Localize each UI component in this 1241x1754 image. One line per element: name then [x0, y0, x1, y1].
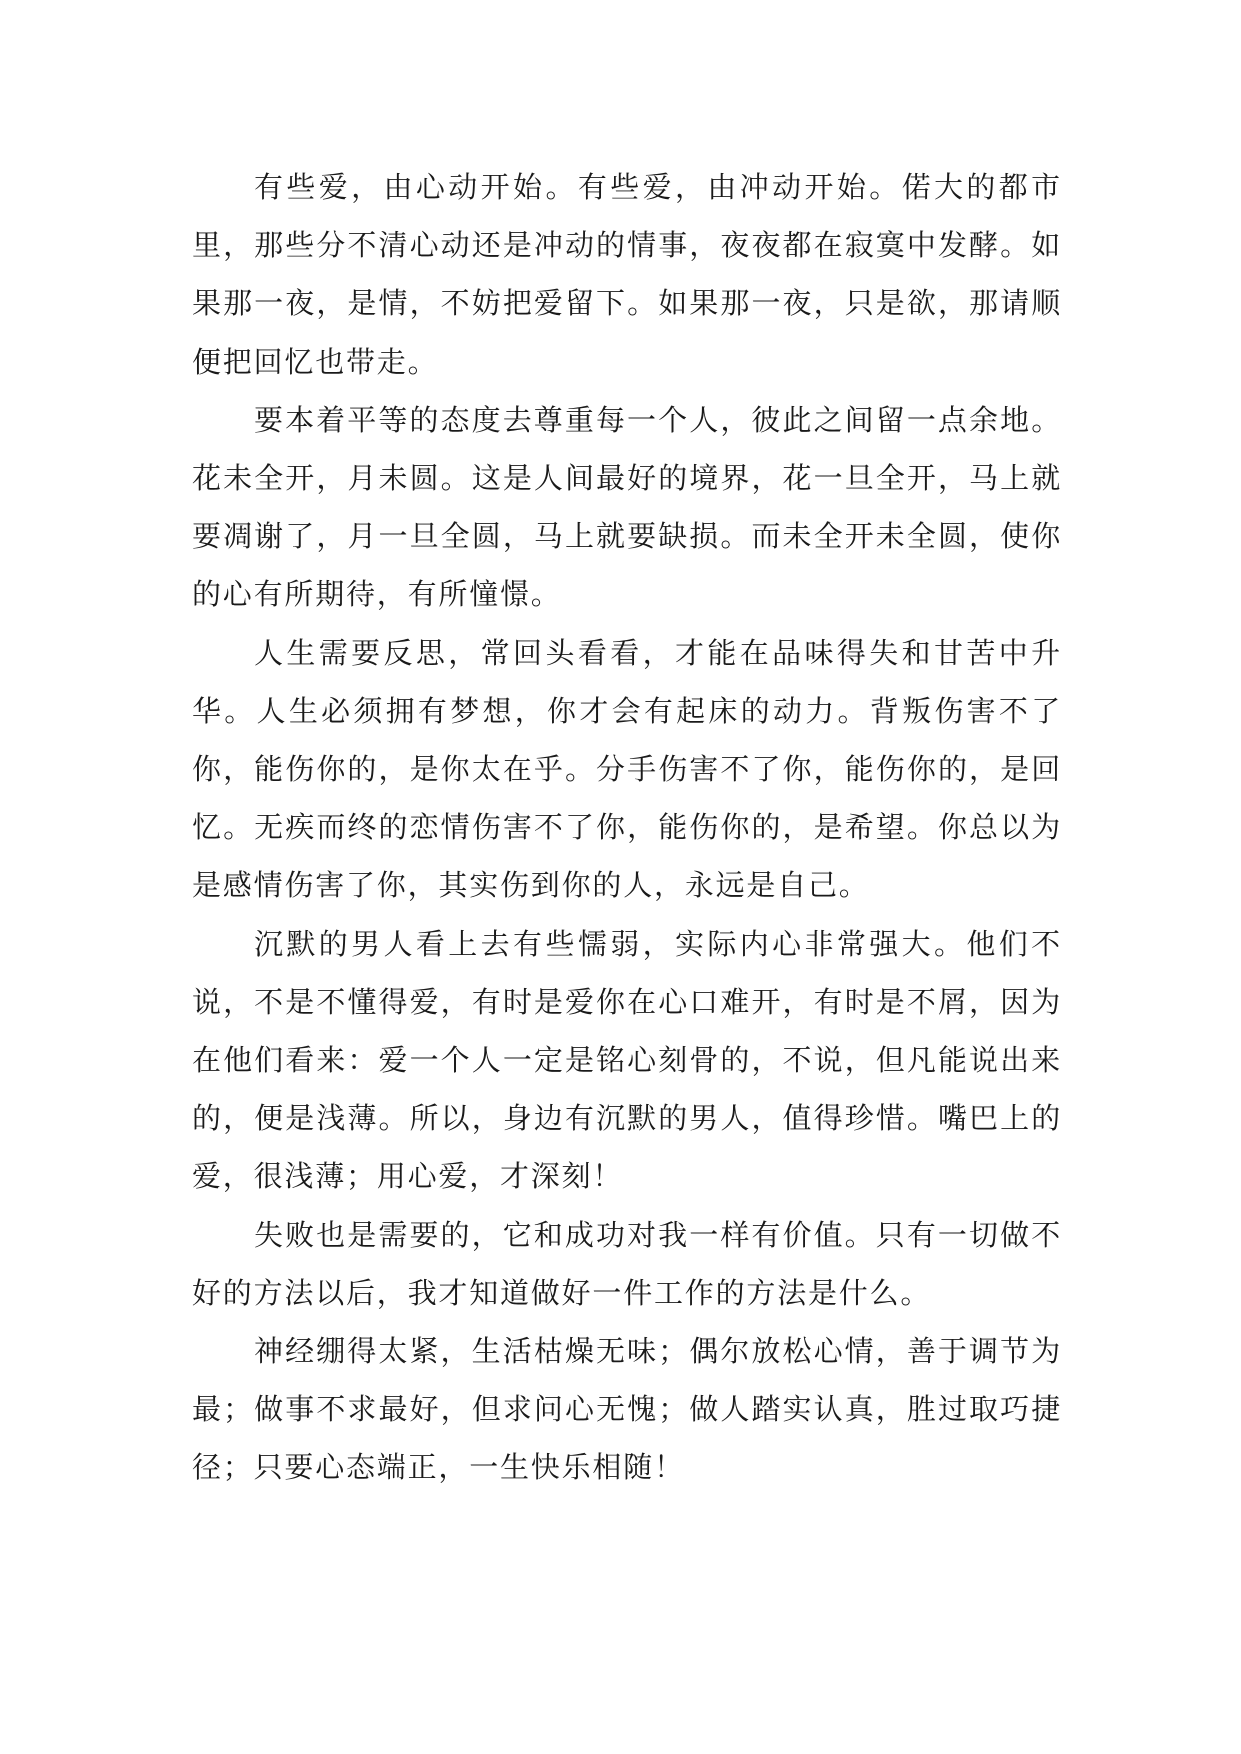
paragraph-3: 人生需要反思，常回头看看，才能在品味得失和甘苦中升华。人生必须拥有梦想，你才会有起床的动力。背叛伤害不了你，能伤你的，是你太在乎。分手伤害不了你，能伤你的，是回忆。无疾而终的恋情伤害不了你，能伤你的，是希望。你总以为是感情伤害了你，其实伤到你的人，永远是自己。 [192, 635, 1062, 903]
paragraph-1: 有些爱，由心动开始。有些爱，由冲动开始。偌大的都市里，那些分不清心动还是冲动的情事，夜夜都在寂寞中发酵。如果那一夜，是情，不妨把爱留下。如果那一夜，只是欲，那请顺便把回忆也带走。 [192, 170, 1062, 379]
paragraph-5: 失败也是需要的，它和成功对我一样有价值。只有一切做不好的方法以后，我才知道做好一件工作的方法是什么。 [192, 1217, 1062, 1310]
paragraph-2: 要本着平等的态度去尊重每一个人，彼此之间留一点余地。花未全开，月未圆。这是人间最好的境界，花一旦全开，马上就要凋谢了，月一旦全圆，马上就要缺损。而未全开未全圆，使你的心有所期待，有所憧憬。 [192, 402, 1062, 612]
document-page [192, 158, 1062, 1497]
paragraph-4: 沉默的男人看上去有些懦弱，实际内心非常强大。他们不说，不是不懂得爱，有时是爱你在心口难开，有时是不屑，因为在他们看来：爱一个人一定是铭心刻骨的，不说，但凡能说出来的，便是浅薄。所以，身边有沉默的男人，值得珍惜。嘴巴上的爱，很浅薄；用心爱，才深刻！ [192, 926, 1062, 1194]
paragraph-6: 神经绷得太紧，生活枯燥无味；偶尔放松心情，善于调节为最；做事不求最好，但求问心无愧；做人踏实认真，胜过取巧捷径；只要心态端正，一生快乐相随！ [192, 1334, 1062, 1485]
